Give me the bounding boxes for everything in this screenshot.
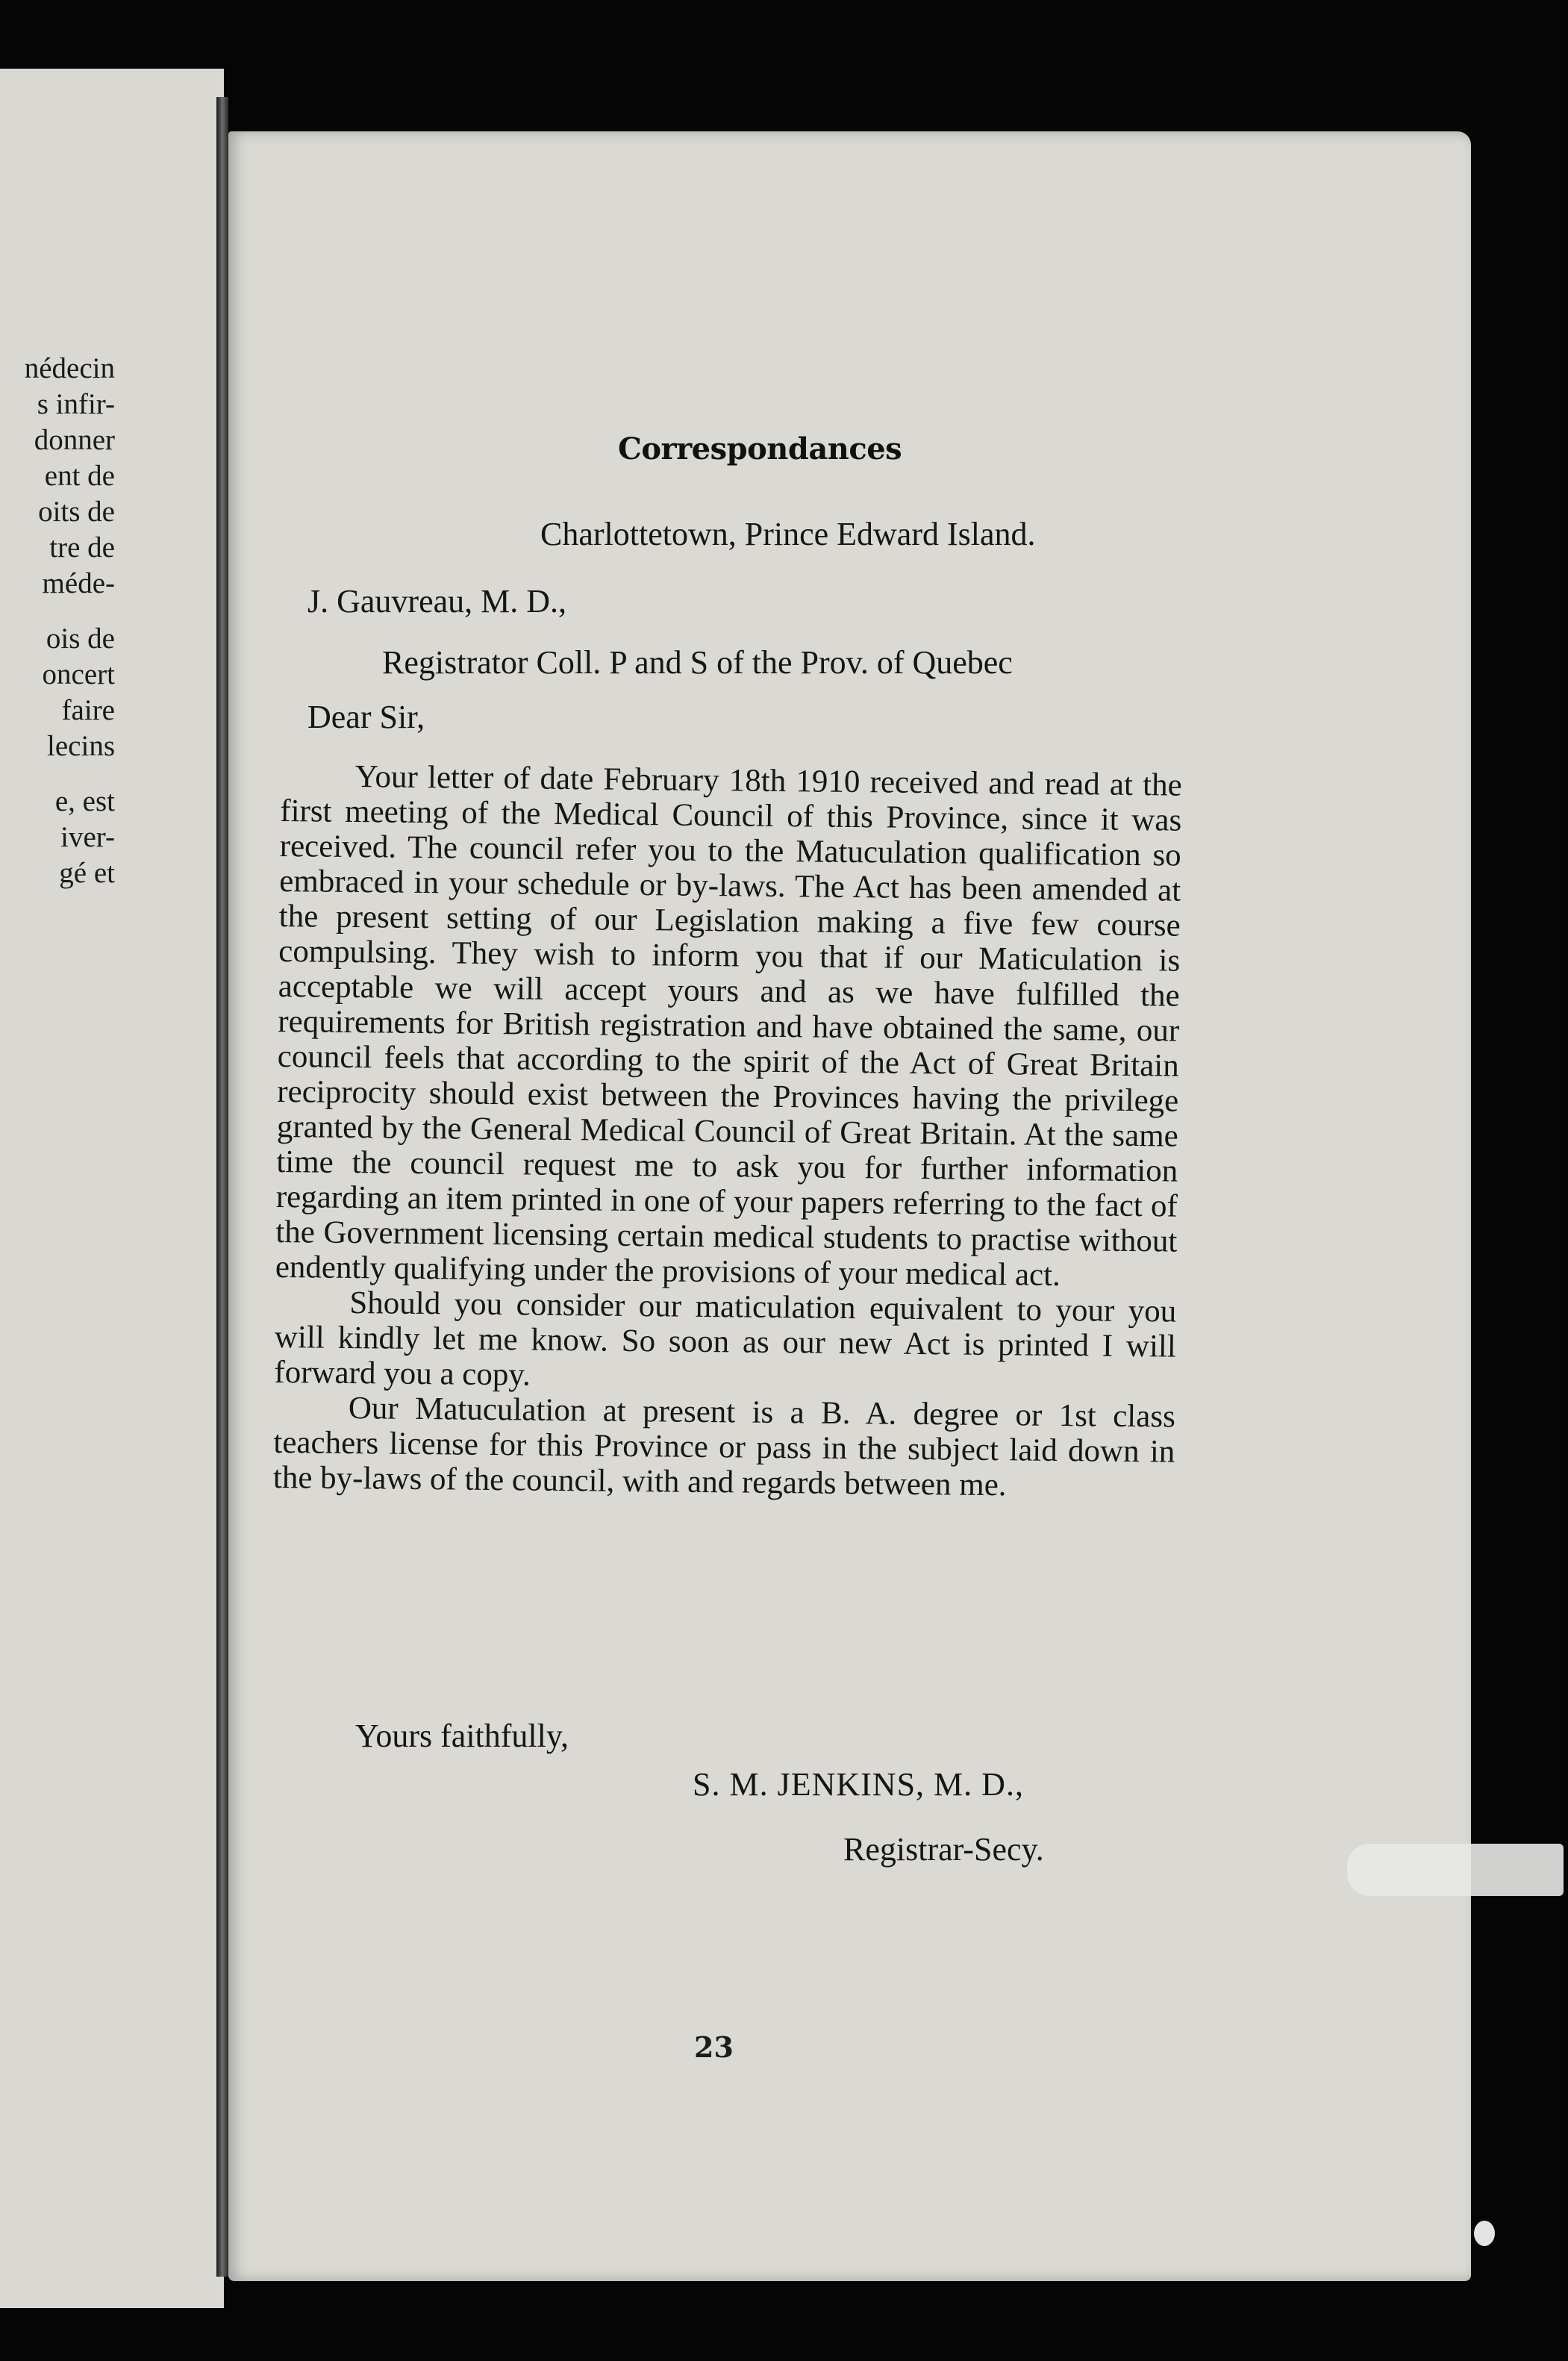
letter-paragraph: Our Matuculation at present is a B. A. degree or 1st class teachers license for this Province or pass in the subject laid down in the by-laws of the council, with and regards between me.	[272, 1391, 1176, 1503]
letter-paragraph: Your letter of date February 18th 1910 received and read at the first meeting of the Medical Council of this Province, since it was received. The council refer you to the Matuculation qualification so embraced in your schedule or by-laws. The Act has been amended at the present setting of our Legislation making a five few course compulsing. They wish to inform you that if our Maticulation is acceptable we will accept yours and as we have fulfilled the requirements for British registration and have obtained the same, our council feels that according to the spirit of the Act of Great Britain reciprocity should exist between the Provinces having the privilege granted by the General Medical Council of Great Britain. At the same time the council request me to ask you for further information regarding an item printed in one of your papers referring to the fact of the Government licensing certain medical students to practise without endently qualifying under the provisions of your medical act.	[275, 759, 1182, 1293]
tape-mark	[1347, 1844, 1564, 1896]
left-fragment: s infir-	[37, 388, 115, 420]
page-number: 23	[694, 2030, 734, 2064]
letter-paragraph: Should you consider our maticulation equivalent to your you will kindly let me know. So soon as our new Act is printed I will forward you a copy.	[274, 1285, 1177, 1393]
signer-role: Registrar-Secy.	[843, 1831, 1044, 1868]
left-fragment: tre de	[49, 531, 115, 564]
left-fragment: iver-	[60, 821, 115, 853]
left-fragment: nédecin	[24, 352, 115, 384]
signer-name: S. M. JENKINS, M. D.,	[693, 1766, 1024, 1803]
left-fragment: ent de	[44, 460, 115, 492]
letter-heading: Correspondances	[618, 431, 902, 467]
left-fragment: ois de	[46, 623, 115, 655]
salutation: Dear Sir,	[307, 699, 425, 735]
left-page	[0, 69, 224, 2308]
left-fragment-gap	[0, 764, 224, 784]
left-fragment: oncert	[42, 658, 115, 690]
recipient-title: Registrator Coll. P and S of the Prov. of Quebec	[382, 644, 1013, 681]
left-fragment-gap	[0, 602, 224, 621]
left-fragment: méde-	[42, 567, 115, 599]
left-fragment: e, est	[54, 785, 115, 817]
letter-closing: Yours faithfully,	[355, 1718, 569, 1754]
speck-mark	[1474, 2221, 1495, 2246]
left-fragment: oits de	[38, 496, 115, 528]
book-spine	[216, 97, 228, 2277]
recipient-name: J. Gauvreau, M. D.,	[307, 583, 567, 620]
left-fragment: lecins	[47, 730, 115, 762]
letter-body	[273, 758, 1182, 1505]
left-fragment: faire	[61, 694, 115, 726]
left-fragment: gé et	[59, 857, 115, 889]
letter-place: Charlottetown, Prince Edward Island.	[540, 516, 1036, 552]
left-fragment: donner	[34, 424, 115, 456]
left-page-text-fragments	[0, 351, 224, 891]
